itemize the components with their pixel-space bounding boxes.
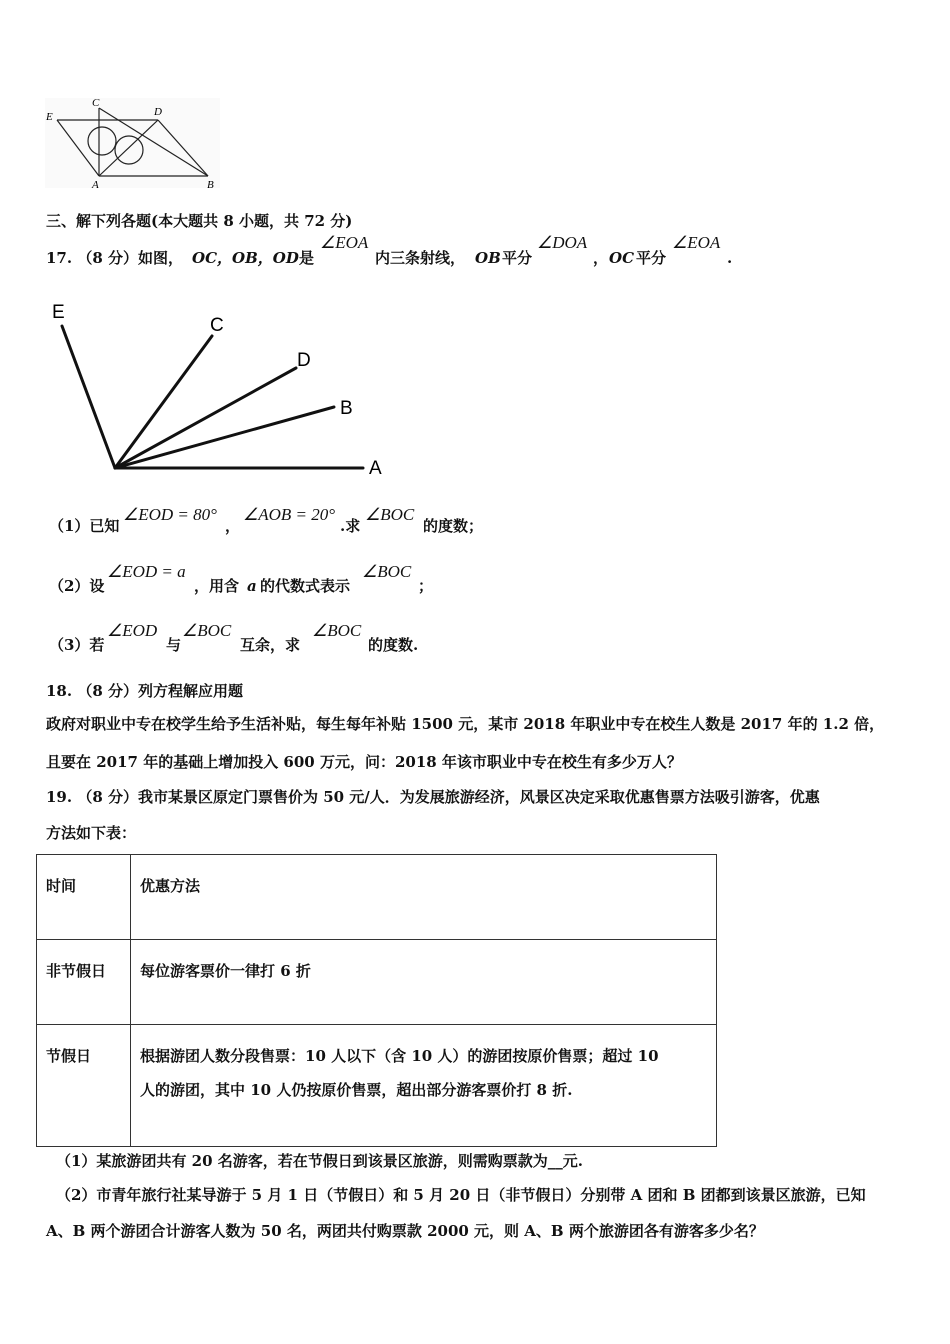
q17-part3-with: 与 — [166, 636, 182, 654]
q17-comma: ， — [593, 249, 609, 267]
table-row — [37, 940, 717, 1025]
label-b: B — [207, 179, 214, 191]
q17-part2-mid2: 的代数式表示 — [260, 577, 351, 595]
ray-label-a: A — [369, 458, 382, 479]
q17-part1-prefix: （1）已知 — [49, 517, 120, 535]
label-d: D — [154, 106, 162, 118]
q17-bisects1: 平分 — [502, 249, 533, 267]
table-cell-method-line1: 根据游团人数分段售票：10 人以下（含 10 人）的游团按原价售票；超过 10 — [140, 1047, 659, 1065]
q17-period: . — [727, 249, 733, 267]
q19-part2-line1: （2）市青年旅行社某导游于 5 月 1 日（节假日）和 5 月 20 日（非节假日）分别带 A 团和 B 团都到该景区旅游，已知 — [56, 1186, 866, 1204]
q17-rays: OC，OB，OD — [192, 249, 299, 267]
table-header-method: 优惠方法 — [131, 855, 717, 940]
ray-label-e: E — [52, 302, 65, 323]
label-a: A — [92, 179, 99, 191]
q17-part1-suffix: 的度数； — [423, 517, 484, 535]
q18-line1: 政府对职业中专在校学生给予生活补贴，每生每年补贴 1500 元，某市 2018 年职业中专在校生人数是 2017 年的 1.2 倍， — [46, 715, 885, 733]
ray-label-c: C — [210, 315, 224, 336]
table-header-time: 时间 — [37, 855, 131, 940]
q17-part3-suffix: 的度数. — [368, 636, 419, 654]
q17-part2-suffix: ； — [418, 577, 434, 595]
q17-is: 是 — [299, 249, 315, 267]
q17-ob: OB — [475, 249, 501, 267]
ray-label-d: D — [297, 350, 311, 371]
q17-part3-angle1: ∠EOD — [107, 621, 158, 640]
q17-part1-angle: ∠BOC — [365, 505, 415, 524]
table-cell-method — [131, 1025, 717, 1147]
q19-part1: （1）某旅游团共有 20 名游客，若在节假日到该景区旅游，则需购票款为__元. — [56, 1152, 583, 1170]
q17-part1-sep: ， — [225, 517, 241, 535]
q17-angle-doa: ∠DOA — [537, 233, 588, 252]
table-row — [37, 1025, 717, 1147]
ray-od — [115, 368, 296, 468]
ray-oc — [115, 336, 212, 468]
ray-ob — [115, 407, 334, 468]
q17-oc: OC — [609, 249, 635, 267]
q17-part3-angle3: ∠BOC — [312, 621, 362, 640]
q17-lead: 17. （8 分）如图， — [46, 249, 183, 267]
q19-part2-line2: A、B 两个游团合计游客人数为 50 名，两团共付购票款 2000 元，则 A、B 两个旅游团各有游客多少名？ — [46, 1222, 764, 1240]
ray-label-b: B — [340, 398, 353, 419]
table-cell-time: 节假日 — [37, 1025, 131, 1147]
q17-part1-eq1: ∠EOD = 80° — [123, 505, 217, 524]
label-c: C — [92, 97, 100, 109]
geometry-figure-1 — [40, 96, 225, 192]
q17-part2-eq: ∠EOD = a — [107, 562, 186, 581]
q17-part2-angle: ∠BOC — [362, 562, 412, 581]
discount-table — [36, 854, 717, 1147]
q17-part3-mid: 互余，求 — [240, 636, 301, 654]
q17-part2-var: a — [247, 577, 257, 595]
q17-bisects2: 平分 — [636, 249, 667, 267]
rays-figure — [40, 296, 400, 486]
q17-part1-ask: .求 — [340, 517, 361, 535]
q18-title: 18. （8 分）列方程解应用题 — [46, 682, 243, 700]
q17-angle-eoa-2: ∠EOA — [672, 233, 721, 252]
q17-inside: 内三条射线， — [375, 249, 466, 267]
section-heading: 三、解下列各题(本大题共 8 小题，共 72 分) — [46, 212, 353, 230]
q17-part2-mid: ，用含 — [194, 577, 240, 595]
q19-line1: 19. （8 分）我市某景区原定门票售价为 50 元/人．为发展旅游经济，风景区决定采取优惠售票方法吸引游客，优惠 — [46, 788, 820, 806]
q19-line2: 方法如下表： — [46, 824, 137, 842]
table-cell-time: 非节假日 — [37, 940, 131, 1025]
ray-oe — [62, 326, 115, 468]
table-cell-method-line2: 人的游团，其中 10 人仍按原价售票，超出部分游客票价打 8 折. — [140, 1081, 573, 1099]
q17-part1-eq2: ∠AOB = 20° — [243, 505, 336, 524]
q17-part3-prefix: （3）若 — [49, 636, 105, 654]
label-e: E — [46, 111, 53, 123]
q17-angle-eoa: ∠EOA — [320, 233, 369, 252]
q18-line2: 且要在 2017 年的基础上增加投入 600 万元，问：2018 年该市职业中专在校生有多少万人？ — [46, 753, 682, 771]
table-cell-method: 每位游客票价一律打 6 折 — [131, 940, 717, 1025]
table-header-row — [37, 855, 717, 940]
q17-part2-prefix: （2）设 — [49, 577, 105, 595]
q17-part3-angle2: ∠BOC — [182, 621, 232, 640]
